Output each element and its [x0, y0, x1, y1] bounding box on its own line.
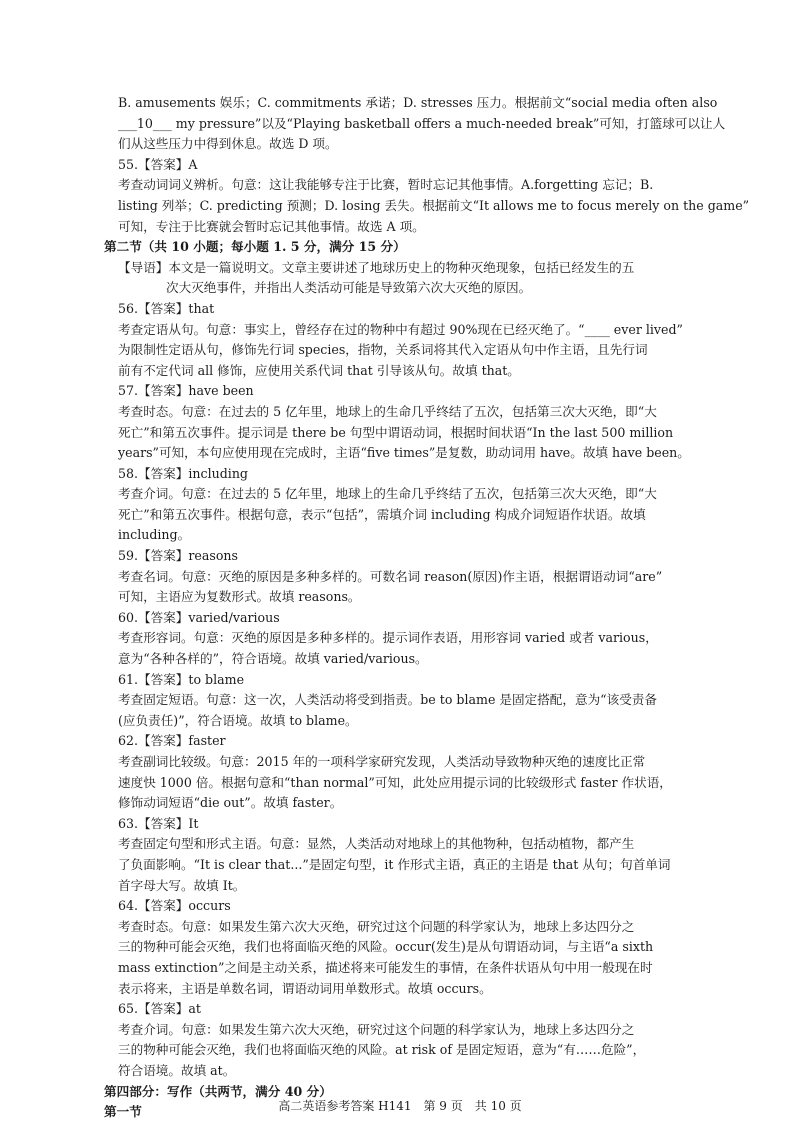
text-line: 考查形容词。句意：灭绝的原因是多种多样的。提示词作表语，用形容词 varied 或者 various，: [118, 630, 658, 646]
text-line: 死亡”和第五次事件。提示词是 there be 句型中谓语动词，根据时间状语“In the last 500 million: [118, 424, 674, 440]
text-line: listing 列举；C. predicting 预测；D. losing 丢失。根据前文“It allows me to focus merely on the game”: [118, 197, 750, 213]
text-line: mass extinction”之间是主动关系，描述将来可能发生的事情，在条件状语从句中用一般现在时: [118, 959, 653, 975]
text-line: 三的物种可能会灭绝，我们也将面临灭绝的风险。occur(发生)是从句谓语动词，与主语“a sixth: [118, 939, 654, 955]
answer-heading: 57.【答案】have been: [118, 383, 254, 399]
answer-heading: 55.【答案】A: [118, 156, 198, 172]
text-line: 考查介词。句意：如果发生第六次大灭绝，研究过这个问题的科学家认为，地球上多达四分之: [118, 1021, 635, 1037]
section-heading: 第二节（共 10 小题；每小题 1. 5 分，满分 15 分）: [104, 239, 406, 255]
part-heading: 第四部分：写作（共两节，满分 40 分）: [104, 1083, 332, 1099]
text-line: 考查固定句型和形式主语。句意：显然，人类活动对地球上的其他物种，包括动植物，都产生: [118, 836, 635, 852]
text-line: 可知，主语应为复数形式。故填 reasons。: [118, 589, 361, 605]
text-line: 速度快 1000 倍。根据句意和“than normal”可知，此处应用提示词的比较级形式 faster 作状语，: [118, 774, 672, 790]
text-line: years”可知，本句应使用现在完成时，主语“five times”是复数，助动词用 have。故填 have been。: [118, 445, 690, 461]
text-line: 符合语境。故填 at。: [118, 1062, 236, 1078]
text-line: 修饰动词短语“die out”。故填 faster。: [118, 795, 343, 811]
text-line: 们从这些压力中得到休息。故选 D 项。: [118, 136, 338, 152]
text-line: 【导语】本文是一篇说明文。文章主要讲述了地球历史上的物种灭绝现象，包括已经发生的五: [118, 259, 635, 275]
answer-heading: 59.【答案】reasons: [118, 548, 239, 564]
answer-heading: 65.【答案】at: [118, 1001, 201, 1017]
answer-heading: 60.【答案】varied/various: [118, 609, 280, 625]
text-line: 考查固定短语。句意：这一次，人类活动将受到指责。be to blame 是固定搭配，意为“该受责备: [118, 692, 657, 708]
text-line: (应负责任)”，符合语境。故填 to blame。: [118, 712, 358, 728]
text-line: 了负面影响。“It is clear that...”是固定句型，it 作形式主语，真正的主语是 that 从句；句首单词: [118, 856, 671, 872]
answer-heading: 62.【答案】faster: [118, 733, 226, 749]
text-line: 死亡”和第五次事件。根据句意，表示“包括”，需填介词 including 构成介词短语作状语。故填: [118, 506, 646, 522]
text-line: B. amusements 娱乐；C. commitments 承诺；D. stresses 压力。根据前文“social media often also: [118, 95, 718, 110]
text-line: 考查时态。句意：在过去的 5 亿年里，地球上的生命几乎终结了五次，包括第三次大灭绝，即“大: [118, 403, 657, 419]
text-line: 考查介词。句意：在过去的 5 亿年里，地球上的生命几乎终结了五次，包括第三次大灭绝，即“大: [118, 486, 657, 502]
answer-key-body: [104, 93, 750, 1123]
text-line: 表示将来，主语是单数名词，谓语动词用单数形式。故填 occurs。: [118, 980, 492, 996]
text-line: 可知，专注于比赛就会暂时忘记其他事情。故选 A 项。: [118, 218, 425, 234]
text-line: 三的物种可能会灭绝，我们也将面临灭绝的风险。at risk of 是固定短语，意为“有……危险”，: [118, 1042, 646, 1058]
text-line: 考查定语从句。句意：事实上，曾经存在过的物种中有超过 90%现在已经灭绝了。“____ ever lived”: [118, 321, 683, 337]
answer-heading: 56.【答案】that: [118, 300, 215, 316]
text-line: 次大灭绝事件，并指出人类活动可能是导致第六次大灭绝的原因。: [166, 280, 532, 296]
text-line: 考查名词。句意：灭绝的原因是多种多样的。可数名词 reason(原因)作主语，根据谓语动词“are”: [118, 568, 663, 584]
text-line: ___10___ my pressure”以及“Playing basketball offers a much-needed break”可知，打篮球可以让人: [118, 115, 726, 131]
text-line: 考查副词比较级。句意：2015 年的一项科学家研究发现，人类活动导致物种灭绝的速度比正常: [118, 754, 646, 769]
text-line: 意为“各种各样的”，符合语境。故填 varied/various。: [118, 651, 428, 667]
text-line: 考查动词词义辨析。句意：这让我能够专注于比赛，暂时忘记其他事情。A.forgetting 忘记；B.: [118, 177, 654, 193]
text-line: 首字母大写。故填 It。: [118, 877, 246, 893]
answer-heading: 61.【答案】to blame: [118, 671, 245, 687]
answer-heading: 58.【答案】including: [118, 465, 248, 481]
text-line: 考查时态。句意：如果发生第六次大灭绝，研究过这个问题的科学家认为，地球上多达四分之: [118, 918, 635, 934]
text-line: 前有不定代词 all 修饰，应使用关系代词 that 引导该从句。故填 that。: [118, 362, 520, 378]
page-footer: 高二英语参考答案 H141 第 9 页 共 10 页: [278, 1099, 522, 1113]
text-line: 为限制性定语从句，修饰先行词 species，指物，关系词将其代入定语从句中作主语，且先行词: [118, 342, 648, 358]
answer-heading: 63.【答案】It: [118, 815, 199, 831]
section-heading: 第一节: [104, 1104, 142, 1120]
answer-heading: 64.【答案】occurs: [118, 898, 231, 914]
text-line: including。: [118, 527, 191, 543]
